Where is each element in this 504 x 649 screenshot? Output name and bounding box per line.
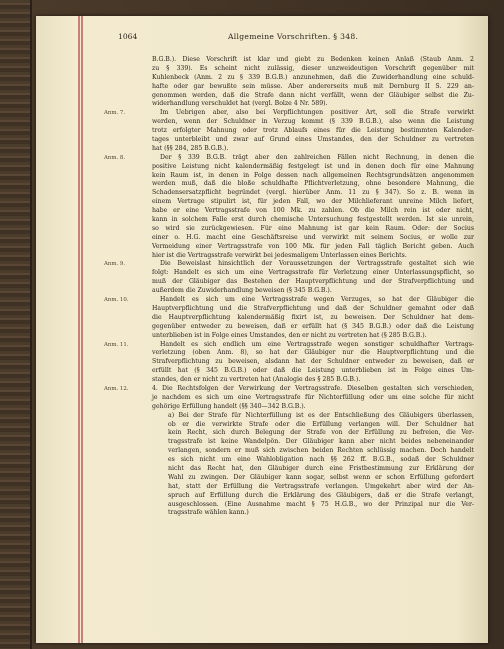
line-text: a) Bei der Strafe für Nichterfüllung ist es der Entschließung des Gläubigers überlassen, [168,411,474,419]
line-text: widerhandlung verschuldet hat (vergl. Bolze 4 Nr. 589). [152,100,328,108]
text-line [104,314,474,323]
text-line [104,198,474,207]
line-text: Strafverpflichtung zu beweisen, alsdann hat der Schuldner entweder zu beweisen, daß er [152,358,474,366]
line-text: folgt: Handelt es sich um eine Vertragsstrafe für Verletzung einer Unterlassungspflicht, so [152,269,474,277]
line-text: Die Beweislast hinsichtlich der Voraussetzungen der Vertragsstrafe gestaltet sich wie [160,260,474,268]
text-line [104,501,474,510]
text-line [104,163,474,172]
text-line [104,412,474,421]
line-text: Schadensersatzpflicht begründet (vergl. hierüber Anm. 11 zu § 347). So z. B. wenn in [152,189,474,197]
running-title: Allgemeine Vorschriften. § 348. [228,32,359,41]
line-text: hafte oder gar bewußte sein müsse. Aber andererseits muß mit Dernburg II S. 229 an- [152,82,474,90]
line-text: verlangen, sondern er muß sich zwischen beiden Rechten schlüssig machen. Doch handelt [168,447,474,455]
text-line [104,118,474,127]
line-text: gegenüber entweder zu beweisen, daß er erfüllt hat (§ 345 B.G.B.) oder daß die Leistung [152,322,474,330]
text-line [104,323,474,332]
line-text: werden, wenn der Schuldner in Verzug kommt (§ 339 B.G.B.), also wenn die Leistung [152,118,474,126]
line-text: spruch auf Erfüllung durch die Erklärung des Gläubigers, daß er die Strafe verlangt, [168,491,474,499]
line-text: hier ist die Vertragsstrafe verwirkt bei jedesmaligem Unterlassen eines Berichts. [152,251,407,259]
margin-note: Anm. 11. [104,341,129,348]
line-text: unterblieben ist in Folge eines Umstandes, den er nicht zu vertreten hat (§ 285 B.G.B.). [152,331,427,339]
line-text: verletzung (oben Anm. 8), so hat der Gläubiger nur die Hauptverpflichtung und die [152,349,474,357]
line-text: so wird sie zurückgewiesen. Für eine Mahnung ist gar kein Raum. Oder: der Socius [152,224,474,232]
text-line [104,403,474,412]
line-text: einem Vertrage stipulirt ist, für jeden Fall, wo der Milchlieferant unreine Milch liefert, [152,198,474,206]
line-text: Hauptverpflichtung und die Strafverpflichtung und daß der Schuldner gemahnt oder daß [152,304,474,312]
line-text: einer o. H.G. macht eine Geschäftsreise und verwirkt mit seinem Socius, er wolle zur [152,233,474,241]
line-text: muß der Gläubiger das Bestehen der Hauptverpflichtung und der Strafverpflichtung und [152,278,474,286]
line-text: es sich nicht um eine Wahlobligation nach §§ 262 ff. B.G.B., sodaß der Schuldner [168,456,474,464]
line-text: tages unterbleibt und zwar auf Grund eines Umstandes, den der Schuldner zu vertreten [152,136,474,144]
line-text: ob er die verwirkte Strafe oder die Erfüllung verlangen will. Der Schuldner hat [168,420,474,428]
text-line [104,447,474,456]
margin-rule [81,16,83,643]
line-text: zu § 339). Es scheint nicht zulässig, dieser unzweideutigen Vorschrift gegenüber mit [152,64,474,72]
page-number: 1064 [118,32,138,41]
text-line [104,234,474,243]
line-text: tragsstrafe wählen kann.) [168,509,249,517]
text-line [104,65,474,74]
text-line [104,252,474,261]
section-number: 4. [152,384,158,392]
margin-note: Anm. 12. [104,385,129,392]
text-line [104,207,474,216]
text-line [104,305,474,314]
text-line [104,180,474,189]
line-text: B.G.B.). Diese Vorschrift ist klar und giebt zu Bedenken keinen Anlaß (Staub Anm. 2 [152,56,474,63]
line-text: genommen werden, daß die Strafe dann nicht verfällt, wenn der Gläubiger selbst die Zu- [152,91,474,99]
text-line [104,136,474,145]
line-text: Im Uebrigen aber, also bei Verpflichtungen positiver Art, soll die Strafe verwirkt [160,109,474,117]
margin-rule [78,16,80,643]
text-line [104,243,474,252]
text-line [104,385,474,394]
line-text: kein Recht, sich durch Belegung der Strafe von der Erfüllung zu befreien, die Ver- [168,429,474,437]
text-line [104,349,474,358]
line-text: Handelt es sich um eine Vertragsstrafe wegen Verzuges, so hat der Gläubiger die [160,296,474,304]
text-line [104,332,474,341]
text-line [104,376,474,385]
text-line [104,216,474,225]
text-line [104,509,474,518]
text-line [104,56,474,65]
line-text: trotz erfolgter Mahnung oder trotz Ablaufs eines für die Leistung bestimmten Kalender- [152,127,474,135]
text-line [104,421,474,430]
line-text: standes, den er nicht zu vertreten hat (Analogie des § 285 B.G.B.). [152,376,361,384]
text-line [104,492,474,501]
line-text: Kuhlenbeck (Anm. 2 zu § 339 B.G.B.) anzunehmen, daß die Zuwiderhandlung eine schuld- [152,73,474,81]
text-line [104,100,474,109]
line-text: außerdem die Zuwiderhandlung beweisen (§ 345 B.G.B.). [152,287,332,295]
text-line [104,483,474,492]
text-line [104,358,474,367]
line-text: nicht das Recht hat, den Gläubiger durch eine Fristbestimmung zur Erklärung der [168,464,474,472]
page-body [104,56,474,518]
text-line [104,269,474,278]
text-line [104,83,474,92]
margin-note: Anm. 8. [104,154,126,161]
margin-note: Anm. 7. [104,110,126,117]
text-line [104,429,474,438]
book-page [36,16,488,643]
line-text: werden muß, daß die bloße schuldhafte Pflichtverletzung, ohne besondere Mahnung, die [152,180,474,188]
line-text: kein Raum ist, in denen in Folge dessen nach allgemeinen Rechtsgrundsätzen angenommen [152,171,474,179]
book-spine [0,0,32,649]
line-text: habe er eine Vertragsstrafe von 100 Mk. zu zahlen. Ob die Milch rein ist oder nicht, [152,207,474,215]
text-line [104,225,474,234]
line-text: hat (§§ 284, 285 B.G.B.). [152,144,229,152]
text-line [104,341,474,350]
text-line [104,260,474,269]
text-line [104,287,474,296]
text-line [104,296,474,305]
text-line [104,367,474,376]
text-line [104,474,474,483]
text-line [104,145,474,154]
line-text: hat, statt der Erfüllung die Vertragsstrafe verlangen. Umgekehrt aber wird der An- [168,482,474,490]
line-text: erfüllt hat (§ 345 B.G.B.) oder daß die Leistung unterblieben ist in Folge eines Um- [152,367,474,375]
text-line [104,127,474,136]
text-line [104,154,474,163]
line-text: ausgeschlossen. (Eine Ausnahme macht § 75 H.G.B., wo der Prinzipal nur die Ver- [168,500,474,508]
text-line [104,394,474,403]
line-text: positive Leistung nicht kalendermäßig festgelegt ist und in denen doch für eine Mahnung [152,162,474,170]
line-text: die Hauptverpflichtung kalendermäßig fixirt ist, zu beweisen. Der Schuldner hat dem- [152,313,474,321]
text-line [104,189,474,198]
line-text: Vermeidung einer Vertragsstrafe von 100 Mk. für jeden Fall täglich Bericht geben. Auch [152,242,474,250]
page-header [118,32,470,44]
line-text: tragsstrafe ist keine Wandelpön. Der Gläubiger kann aber nicht beides nebeneinander [168,438,474,446]
margin-note: Anm. 9. [104,261,126,268]
text-line [104,278,474,287]
line-text: kann in solchem Falle erst durch chemische Untersuchung festgestellt werden. Ist sie unrein, [152,216,474,224]
line-text: Der § 339 B.G.B. trägt aber den zahlreichen Fällen nicht Rechnung, in denen die [160,153,474,161]
text-line [104,456,474,465]
line-text: gehörige Erfüllung handelt (§§ 340—342 B.G.B.). [152,402,306,410]
text-line [104,109,474,118]
text-line [104,92,474,101]
text-line [104,438,474,447]
line-text: Wahl zu zwingen. Der Gläubiger kann sogar, selbst wenn er schon Erfüllung gefordert [168,473,474,481]
line-text: Die Rechtsfolgen der Verwirkung der Vertragsstrafe. Dieselben gestalten sich verschieden, [162,384,474,392]
text-line [104,74,474,83]
margin-note: Anm. 10. [104,297,129,304]
line-text: je nachdem es sich um eine Vertragsstrafe für Nichterfüllung oder um eine solche für nicht [152,393,474,401]
text-line [104,172,474,181]
text-line [104,465,474,474]
line-text: Handelt es sich endlich um eine Vertragsstrafe wegen sonstiger schuldhafter Vertrags- [160,340,474,348]
